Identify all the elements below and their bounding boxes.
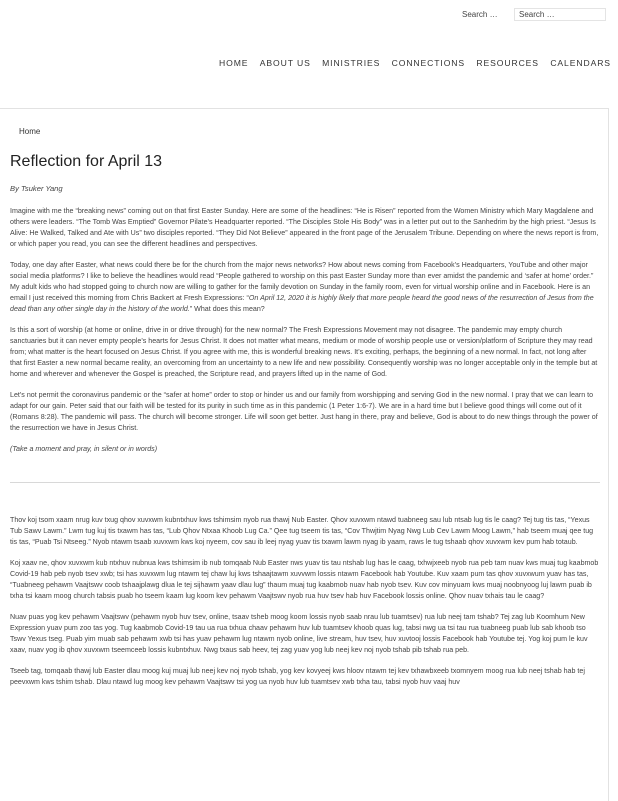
- paragraph-2: [10, 260, 600, 315]
- nav-connections[interactable]: CONNECTIONS: [391, 58, 466, 68]
- hmong-paragraph-4: Tseeb tag, tomqaab thawj lub Easter dlau moog kuj muaj lub neej kev noj nyob tshab, yog kev kovyeej kws hloov ntawm tej kev txhawbxeeb txomnyem moog rua lub neej tshab hab tej peevxwm kws tshim tshab. Dlau ntawd lug moog kev pehawm Vaajtswv tsi yog ua nyob huv lub tuamtsev xwb txha tau, tabsi nyob huv vaaj huv: [10, 667, 585, 686]
- prayer-note-text: (Take a moment and pray, in silent or in words): [10, 445, 158, 453]
- page-title: Reflection for April 13: [10, 153, 163, 170]
- content-area: [0, 108, 609, 801]
- nav-about-us[interactable]: ABOUT US: [259, 58, 311, 68]
- main-nav: [219, 58, 611, 70]
- nav-calendars[interactable]: CALENDARS: [550, 58, 611, 68]
- nav-home[interactable]: HOME: [219, 58, 249, 68]
- paragraph-3: Is this a sort of worship (at home or online, drive in or drive through) for the new normal? The Fresh Expressions Movement may not disagree. The pandemic may empty church sanctuaries but it can never empty people’s hearts for Jesus Christ. It does not matter what means, medium or mode of worship people use or version/platform of Scripture they may read from; what matter is the heart focused on Jesus Christ. If you agree with me, this is wonderful breaking news. It’s exciting, perhaps, the beginning of a new normal. In fact, not long after that first Easter a new normal became reality, an overcoming from an uncertainty to a new life and new possibility. Consequently worship was no longer acceptable only in the temple but at home and wherever and whenever the Gospel is preached, the Scripture read, and prayers lifted up in the name of God.: [10, 326, 598, 378]
- hmong-paragraph-3: Nuav puas yog kev pehawm Vaajtswv (pehawm nyob huv tsev, online, tsaav tsheb moog koom lossis nyob saab nrau lub tuamtsev) rua lub neej tam tshab? Tej zag lub Koomhum New Expression yuav pum zoo tas yog. Tug kaabmob Covid-19 tau ua rua txhua chaav pehawm huv lub tuamtsev khoob quas lug, tabsi nwg ua tsi tau rua tuabneeg puab lub sab khoob tso Tswv Yexus tseg. Puab yim muab sab pehawm xwb tsi has yuav pehawm lug ntawm nyob online, live stream, huv tsev, huv xuvtooj lossis Facebook hab Youtube tej. Yog koj pum le kuv xaav, nuav yog ib qhov xuvxwm tseemceeb lossis kubntxhuv. Nwg txaus sab heev, tej zag yuav yog lub neej kev noj nyob tshab pib tshab rua peb.: [10, 613, 588, 654]
- article-body: [10, 206, 600, 698]
- breadcrumb-home[interactable]: Home: [19, 127, 41, 136]
- nav-resources[interactable]: RESOURCES: [476, 58, 539, 68]
- paragraph-1: Imagine with me the “breaking news” coming out on that first Easter Sunday. Here are some of the headlines: “He is Risen” reported from the Women Ministry which Mary Magdalene and others were leaders. “The Tomb Was Emptied” Governor Pilate’s Headquarter reported. “The Disciples Stole His Body” was in a letter put out to the Sanhedrim by the high priest. “Jesus Is Alive: He Walked, Talked and Ate with Us” two disciples reported. “They Did Not Believe” appeared in the front page of the Jerusalem Tribune. Depending on where the news report is from, or which paper you read, you can see the different headlines and perspectives.: [10, 207, 599, 248]
- hmong-paragraph-1: Thov koj tsom xaam nrug kuv txug qhov xuvxwm kubntxhuv kws tshimsim nyob rua thawj Nub Easter. Qhov xuvxwm ntawd tuabneeg sau lub ntsab lug tis le caag? Tej tug tis tas, “Yexus Tub Sawv Lawm.” Lwm tug kuj tis txawm has tas, “Lub Qhov Ntxaa Khoob Lug Ca.” Qee tug tseem tis tas, “Cov Thwjtim Nyag Nwg Lub Cev Lawm Moog Lawm,” hab tseem muaj qee tug tis tas, “Puab Tsi Ntseeg.” Nyob ntawm tsaab xuvxwm kws koj nyeem, cov sau ib leej nyag yuav tis txawm lawm nyag ib yaam, raws le tug tshaab qhov xuvxwm kev pum hab totaub.: [10, 516, 594, 546]
- paragraph-2-tail: ” What does this mean?: [189, 305, 265, 313]
- paragraph-4: Let’s not permit the coronavirus pandemic or the “safer at home” order to stop or hinder us and our family from worshipping and serving God in the new normal. I pray that we can learn to adapt for our gain. Peter said that our faith will be tested for its purity in such time as in this pandemic (1 Peter 1:6-7). We are in a hard time but I believe good things will come out of it (Romans 8:28). The pandemic will pass. The church will become stronger. Life will soon get better. Just hang in there, pray and believe, God is about to do new things through the power of the resurrection we have in Jesus Christ.: [10, 391, 598, 432]
- search-label: Search …: [462, 10, 498, 19]
- section-divider: [10, 482, 600, 483]
- hmong-paragraph-2: Koj xaav ne, qhov xuvxwm kub ntxhuv nubnua kws tshimsim ib nub tomqaab Nub Easter nws yuav tis tau ntshab lug has le caag, txhwjxeeb nyob rua peb tam nuav kws muaj tug kaabmob Covid-19 hab peb nyob tsev xwb; tsi has xuvxwm lug ntawm tej chaw luj kws tshaajtawm xuvvwm lossis ntawm Facebook hab Youtube. Kuv xaam pum tas qhov xuvxwum yuav has tas, “Tuabneeg pehawm Vaajtswv coob tshaajplawg dlua le tej sijhawm yaav dlau lug” thaum muaj tug kaabmob nuav hab nyob tsev. Kuv cov minyuam kws muaj noobnyoog luj lawm puab ib txha tsi kaam moog church tabsis puab ho tseem kaam lug koom kev pehawm Vaajtswv nyob rua huv tsev hab huv Facebook lossis online. Qhov nuav txhais tau le caag?: [10, 559, 599, 600]
- nav-ministries[interactable]: MINISTRIES: [322, 58, 381, 68]
- paragraph-2-lead: Today, one day after Easter, what news could there be for the church from the major news networks? How about news coming from Facebook’s Headquarters, YouTube and other major social media platforms? I like to believe the headlines would read “People gathered to worship on this past Easter Sunday more than ever amidst the pandemic and ‘safer at home’ order.” My adult kids who had stopped going to church now are willing to gather for the family devotion on Sunday in the family room, even for virtual worship online and in Facebook. Here is an email I just received this morning from Chris Backert at Fresh Expressions: “: [10, 261, 594, 302]
- search-input[interactable]: [514, 8, 606, 21]
- paragraph-2-quote: On April 12, 2020 it is highly likely that more people heard the good news of the resurrection of Jesus from the dead than any other single day in the history of the world.: [10, 294, 594, 313]
- paragraph-5-prayer-note: [10, 444, 600, 455]
- author-byline: By Tsuker Yang: [10, 184, 63, 193]
- search-bar: [462, 8, 608, 22]
